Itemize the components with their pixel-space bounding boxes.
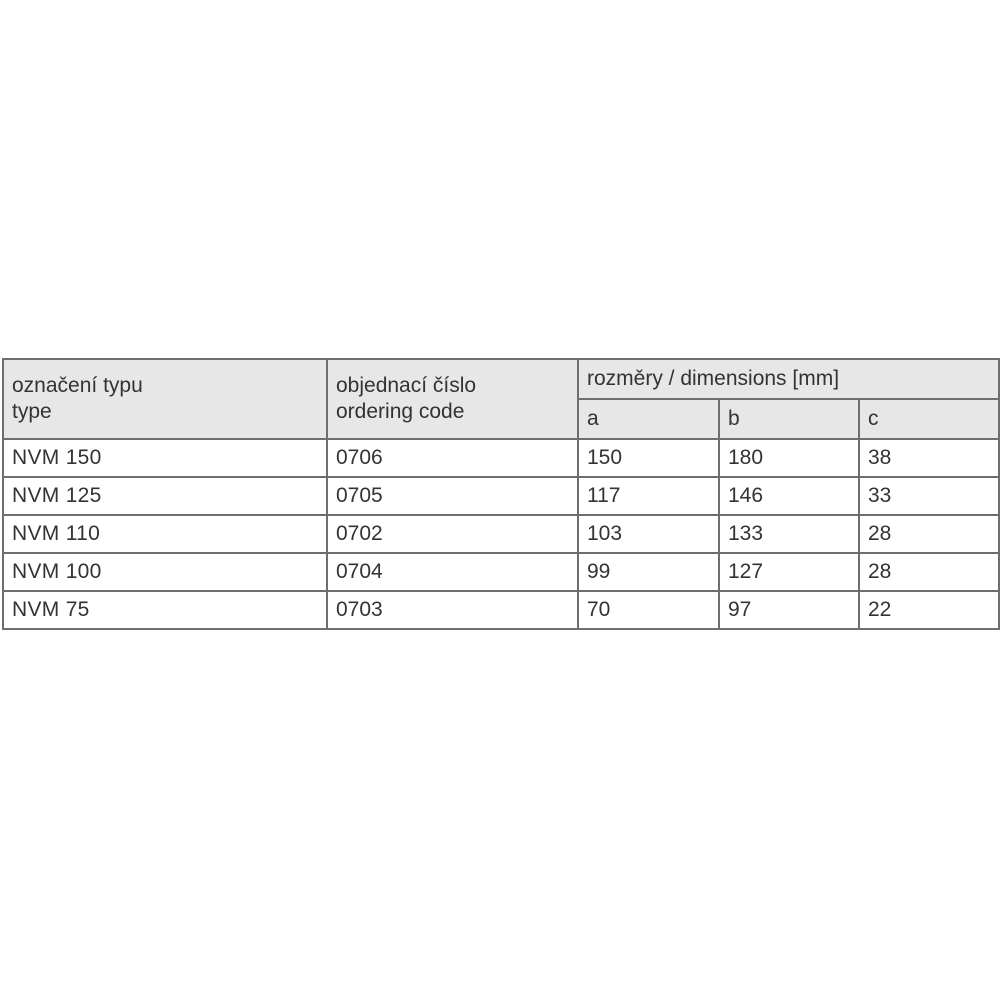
cell-dim-b: 127 <box>719 553 859 591</box>
header-type <box>3 359 327 439</box>
cell-dim-b: 97 <box>719 591 859 629</box>
cell-ordering-code: 0706 <box>327 439 578 477</box>
cell-dim-b: 133 <box>719 515 859 553</box>
header-type-line2: type <box>12 400 52 423</box>
cell-dim-a: 70 <box>578 591 719 629</box>
cell-type: NVM 110 <box>3 515 327 553</box>
cell-dim-a: 150 <box>578 439 719 477</box>
cell-type: NVM 100 <box>3 553 327 591</box>
table-body <box>3 439 999 629</box>
cell-dim-a: 99 <box>578 553 719 591</box>
cell-dim-c: 38 <box>859 439 999 477</box>
cell-type: NVM 125 <box>3 477 327 515</box>
cell-dim-c: 28 <box>859 515 999 553</box>
product-table-container <box>2 358 998 630</box>
cell-type: NVM 150 <box>3 439 327 477</box>
header-ordering-code <box>327 359 578 439</box>
cell-dim-a: 103 <box>578 515 719 553</box>
header-code-line1: objednací číslo <box>336 374 477 397</box>
table-row <box>3 439 999 477</box>
cell-dim-a: 117 <box>578 477 719 515</box>
cell-dim-b: 180 <box>719 439 859 477</box>
cell-dim-c: 22 <box>859 591 999 629</box>
table-row <box>3 591 999 629</box>
table-row <box>3 477 999 515</box>
cell-ordering-code: 0703 <box>327 591 578 629</box>
cell-ordering-code: 0705 <box>327 477 578 515</box>
header-dimensions: rozměry / dimensions [mm] <box>578 359 999 399</box>
table-row <box>3 515 999 553</box>
header-col-a: a <box>578 399 719 439</box>
header-col-b: b <box>719 399 859 439</box>
header-type-line1: označení typu <box>12 374 143 397</box>
cell-ordering-code: 0704 <box>327 553 578 591</box>
product-dimensions-table <box>2 358 1000 630</box>
cell-dim-b: 146 <box>719 477 859 515</box>
header-code-line2: ordering code <box>336 400 465 423</box>
cell-ordering-code: 0702 <box>327 515 578 553</box>
table-header <box>3 359 999 439</box>
header-row-top <box>3 359 999 399</box>
header-col-c: c <box>859 399 999 439</box>
cell-dim-c: 33 <box>859 477 999 515</box>
table-row <box>3 553 999 591</box>
cell-type: NVM 75 <box>3 591 327 629</box>
cell-dim-c: 28 <box>859 553 999 591</box>
